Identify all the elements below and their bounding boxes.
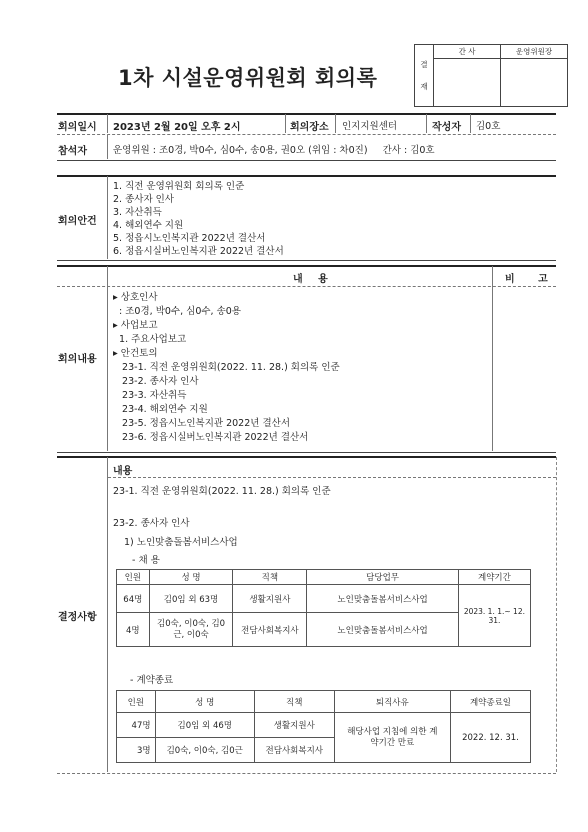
divider [107,457,108,772]
term-reason-cell: 해당사업 지침에 의한 계약기간 만료 [334,713,450,763]
writer-label: 작성자 [432,122,461,133]
page-title: 1차 시설운영위원회 회의록 [118,66,378,90]
table-cell: 노인맞춤돌봄서비스사업 [307,585,459,613]
writer-value: 김0호 [476,121,501,132]
approval-side-label: 결 재 [415,45,434,107]
divider [107,176,108,259]
approval-sign-chair [501,59,568,107]
approval-col-secretary: 간 사 [434,45,501,59]
divider [470,114,471,133]
agenda-list [113,180,284,258]
content-line: 23-4. 해외연수 지원 [113,404,208,415]
rule [57,160,556,161]
content-line: ▸ 안건토의 [113,348,158,359]
hire-table [116,569,531,647]
agenda-item: 1. 직전 운영위원회 회의록 인준 [113,181,245,192]
table-header: 성 명 [155,691,254,713]
table-header-row [117,570,531,585]
attendees-value: 운영위원 : 조0경, 박0수, 심0수, 송0용, 권0오 (위임 : 차0진) 간사 : 김0호 [113,145,435,156]
divider [335,114,336,133]
agenda-label: 회의안건 [58,216,97,227]
table-cell: 3명 [117,738,156,763]
decision-header: 내용 [113,466,133,477]
table-cell: 김0숙, 이0숙, 김0근, 이0숙 [149,613,233,647]
attendees-label: 참석자 [58,146,87,157]
table-cell: 64명 [117,585,150,613]
agenda-item: 2. 종사자 인사 [113,194,174,205]
table-cell: 김0임 외 46명 [155,713,254,738]
note-header: 비 고 [505,274,558,285]
table-cell: 생활지원사 [254,713,334,738]
rule-top [57,113,556,115]
divider [107,114,108,133]
content-line: : 조0경, 박0수, 심0수, 송0용 [113,306,241,317]
agenda-item: 4. 해외연수 지원 [113,220,184,231]
agenda-item: 3. 자산취득 [113,207,162,218]
rule-bottom [57,773,556,774]
content-line: 1. 주요사업보고 [113,334,187,345]
place-value: 인지지원센터 [342,121,398,132]
table-header: 인원 [117,570,150,585]
table-cell: 노인맞춤돌봄서비스사업 [307,613,459,647]
divider [492,266,493,451]
divider [426,114,427,133]
table-header: 담당업무 [307,570,459,585]
table-header: 퇴직사유 [334,691,450,713]
table-header-row [117,691,531,713]
table-header: 직책 [233,570,307,585]
content-label: 회의내용 [58,354,97,365]
decision-item-2: 23-2. 종사자 인사 [113,518,190,529]
hire-period-cell: 2023. 1. 1.~ 12. 31. [458,585,530,647]
decision-label: 결정사항 [58,612,97,623]
agenda-item: 6. 정읍시실버노인복지관 2022년 결산서 [113,246,284,257]
content-line: 23-1. 직전 운영위원회(2022. 11. 28.) 회의록 인준 [113,362,340,373]
rule-decision-top [57,456,556,458]
content-line: 23-6. 정읍시실버노인복지관 2022년 결산서 [113,432,309,443]
table-header: 인원 [117,691,156,713]
content-line: ▸ 사업보고 [113,320,158,331]
content-line: 23-3. 자산취득 [113,390,187,401]
divider [107,266,108,451]
table-cell: 김0임 외 63명 [149,585,233,613]
content-line: 23-2. 종사자 인사 [113,376,199,387]
approval-col-chair: 운영위원장 [501,45,568,59]
divider [107,135,108,159]
table-cell: 전담사회복지사 [254,738,334,763]
approval-sign-secretary [434,59,501,107]
date-label: 회의일시 [58,122,97,133]
decision-item-1: 23-1. 직전 운영위원회(2022. 11. 28.) 회의록 인준 [113,486,331,497]
table-header: 계약종료일 [450,691,530,713]
table-cell: 김0숙, 이0숙, 김0근 [155,738,254,763]
decision-sub-1: 1) 노인맞춤돌봄서비스사업 [124,537,238,548]
term-label: - 계약종료 [130,675,174,686]
place-label: 회의장소 [290,122,329,133]
content-line: ▸ 상호인사 [113,292,158,303]
rule-content-top [57,265,556,267]
rule [57,452,556,453]
termination-table [116,690,531,763]
table-cell: 생활지원사 [233,585,307,613]
rule [108,477,556,478]
table-row [117,585,531,613]
content-list [113,291,340,445]
table-cell: 전담사회복지사 [233,613,307,647]
table-row [117,713,531,738]
approval-box [414,44,568,107]
content-line: 23-5. 정읍시노인복지관 2022년 결산서 [113,418,291,429]
rule-agenda-top [57,175,556,177]
agenda-item: 5. 정읍시노인복지관 2022년 결산서 [113,233,266,244]
table-cell: 47명 [117,713,156,738]
table-cell: 4명 [117,613,150,647]
table-header: 성 명 [149,570,233,585]
content-header: 내 용 [293,274,334,285]
table-header: 직책 [254,691,334,713]
date-value: 2023년 2월 20일 오후 2시 [113,122,241,133]
rule [57,260,556,261]
divider [556,457,557,772]
divider [285,114,286,133]
rule [57,134,556,135]
rule [57,286,556,287]
table-header: 계약기간 [458,570,530,585]
term-date-cell: 2022. 12. 31. [450,713,530,763]
hire-label: - 채 용 [132,555,160,566]
